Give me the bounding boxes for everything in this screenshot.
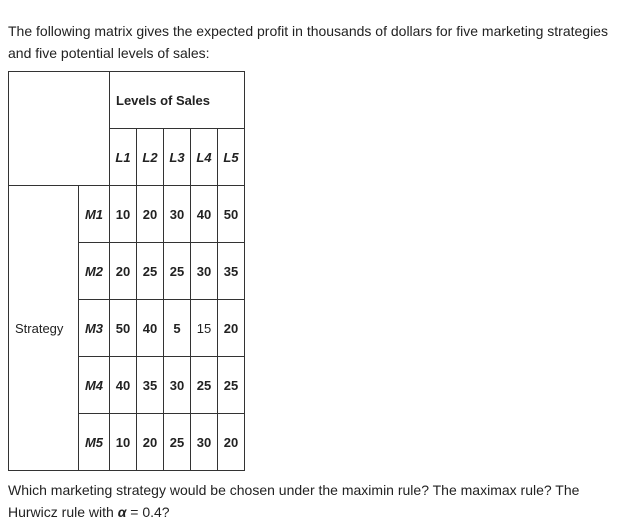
cell-value: 35 [218, 243, 245, 300]
level-header-l5: L5 [218, 129, 245, 186]
cell-value: 20 [137, 186, 164, 243]
question-text-after: = 0.4? [126, 504, 170, 520]
cell-value: 40 [110, 357, 137, 414]
level-header-l1: L1 [110, 129, 137, 186]
level-header-l2: L2 [137, 129, 164, 186]
cell-value: 15 [191, 300, 218, 357]
cell-value: 40 [137, 300, 164, 357]
levels-of-sales-header: Levels of Sales [110, 72, 245, 129]
cell-value: 25 [191, 357, 218, 414]
profit-matrix [8, 71, 245, 471]
cell-value: 20 [218, 300, 245, 357]
cell-value: 30 [191, 243, 218, 300]
problem-intro: The following matrix gives the expected profit in thousands of dollars for five marketing strategies and five potential levels of sales: [8, 23, 608, 61]
cell-value: 25 [164, 243, 191, 300]
strategy-label: Strategy [9, 186, 79, 471]
cell-value: 30 [164, 186, 191, 243]
cell-value: 20 [218, 414, 245, 471]
cell-value: 50 [110, 300, 137, 357]
strategy-name: M5 [79, 414, 110, 471]
cell-value: 35 [137, 357, 164, 414]
level-header-l3: L3 [164, 129, 191, 186]
strategy-name: M2 [79, 243, 110, 300]
question-text [8, 479, 620, 523]
cell-value: 10 [110, 414, 137, 471]
cell-value: 50 [218, 186, 245, 243]
table-corner [9, 72, 110, 186]
cell-value: 40 [191, 186, 218, 243]
cell-value: 30 [164, 357, 191, 414]
cell-value: 20 [137, 414, 164, 471]
strategy-name: M1 [79, 186, 110, 243]
cell-value: 30 [191, 414, 218, 471]
cell-value: 25 [137, 243, 164, 300]
strategy-name: M3 [79, 300, 110, 357]
cell-value: 10 [110, 186, 137, 243]
level-header-l4: L4 [191, 129, 218, 186]
cell-value: 25 [164, 414, 191, 471]
alpha-symbol: α [117, 504, 127, 520]
table-row [9, 186, 245, 243]
cell-value: 20 [110, 243, 137, 300]
cell-value: 25 [218, 357, 245, 414]
strategy-name: M4 [79, 357, 110, 414]
cell-value: 5 [164, 300, 191, 357]
question-text-before: Which marketing strategy would be chosen under the maximin rule? The maximax rule? The Hurwicz rule with [8, 482, 580, 520]
